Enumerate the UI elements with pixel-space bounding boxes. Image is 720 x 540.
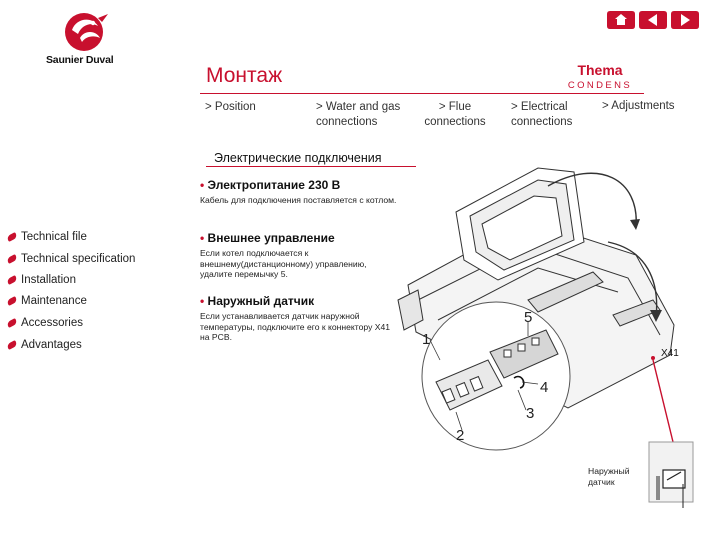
- callout-1: 1: [422, 331, 431, 348]
- callout-2: 2: [456, 427, 465, 444]
- sidebar-item-maintenance[interactable]: [7, 295, 87, 307]
- sensor-label-line2: датчик: [588, 477, 615, 487]
- tab-label: > Adjustments: [602, 100, 675, 112]
- tab-electrical[interactable]: [511, 100, 572, 130]
- tab-label-2: connections: [424, 116, 486, 128]
- outdoor-sensor-text: Если устанавливается датчик наружной температуры, подключите его к коннектору Х41 на PCB.: [200, 311, 391, 342]
- power-heading: [200, 178, 340, 192]
- leaf-bullet-icon: [6, 275, 18, 285]
- sidebar-item-installation[interactable]: [7, 274, 76, 286]
- brand-line1: Thema: [577, 62, 623, 78]
- company-name: Saunier Duval: [46, 54, 114, 66]
- sidebar-item-advantages[interactable]: [7, 339, 82, 351]
- external-control-heading-text: Внешнее управление: [207, 231, 335, 245]
- back-arrow-icon[interactable]: [638, 9, 668, 31]
- callout-4: 4: [540, 379, 549, 396]
- external-control-text: Если котел подключается к внешнему(дистанционному) управлению, удалите перемычку 5.: [200, 248, 367, 279]
- external-control-heading: [200, 231, 335, 245]
- sidebar-item-technical-file[interactable]: [7, 231, 87, 243]
- section-title: Электрические подключения: [214, 151, 382, 165]
- saunier-duval-logo-icon: [62, 8, 110, 54]
- outdoor-sensor-icon: [647, 440, 697, 510]
- callout-3: 3: [526, 405, 535, 422]
- brand-line2: CONDENS: [567, 80, 633, 90]
- connector-x41-label: X41: [661, 348, 679, 359]
- callout-5: 5: [524, 309, 533, 326]
- sidebar-item-label: Technical file: [21, 231, 87, 243]
- sidebar-item-accessories[interactable]: [7, 317, 83, 329]
- tab-label: > Flue: [438, 101, 472, 113]
- page-title: Монтаж: [206, 64, 283, 87]
- tab-label: > Water and gas: [316, 101, 401, 113]
- sidebar-item-label: Advantages: [21, 339, 82, 351]
- tab-label: > Position: [205, 101, 256, 113]
- power-text: Кабель для подключения поставляется с котлом.: [200, 195, 397, 205]
- sensor-wire: [653, 360, 674, 446]
- leaf-bullet-icon: [6, 340, 18, 350]
- tab-adjustments[interactable]: [602, 99, 675, 114]
- tab-flue[interactable]: [424, 100, 486, 130]
- sensor-label-line1: Наружный: [588, 466, 630, 476]
- outdoor-sensor-label: [588, 466, 630, 488]
- tab-water-gas[interactable]: [316, 100, 400, 130]
- leaf-bullet-icon: [6, 318, 18, 328]
- tab-position[interactable]: [205, 100, 256, 115]
- bullet-dot-icon: •: [200, 294, 205, 308]
- sidebar-item-label: Installation: [21, 274, 76, 286]
- home-icon[interactable]: [606, 9, 636, 31]
- title-divider: [200, 93, 644, 94]
- sidebar-item-label: Technical specification: [21, 253, 136, 265]
- outdoor-sensor-heading: [200, 294, 314, 308]
- sidebar-item-label: Maintenance: [21, 295, 87, 307]
- power-heading-text: Электропитание 230 В: [207, 178, 341, 192]
- tab-label-2: connections: [316, 116, 378, 128]
- sidebar-item-technical-specification[interactable]: [7, 253, 135, 265]
- tab-label-2: connections: [511, 116, 573, 128]
- bullet-dot-icon: •: [200, 231, 205, 245]
- leaf-bullet-icon: [6, 232, 18, 242]
- thema-condens-logo: [557, 62, 643, 90]
- electrical-connection-diagram: [378, 150, 720, 465]
- outdoor-sensor-heading-text: Наружный датчик: [207, 294, 315, 308]
- tab-label: > Electrical: [511, 101, 568, 113]
- sidebar-item-label: Accessories: [21, 317, 83, 329]
- forward-arrow-icon[interactable]: [670, 9, 700, 31]
- leaf-bullet-icon: [6, 254, 18, 264]
- bullet-dot-icon: •: [200, 178, 205, 192]
- leaf-bullet-icon: [6, 296, 18, 306]
